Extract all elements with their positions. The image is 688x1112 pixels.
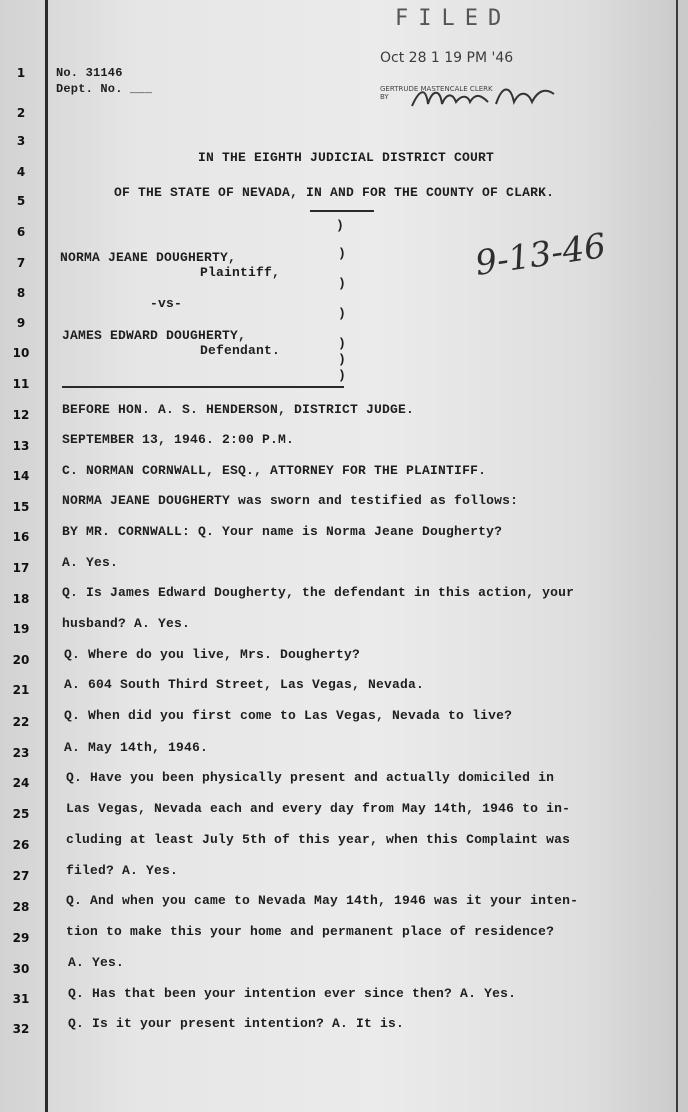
transcript-line: A. Yes.: [62, 555, 119, 570]
line-number: 26: [12, 838, 30, 852]
transcript-line: NORMA JEANE DOUGHERTY was sworn and testified as follows:: [62, 493, 519, 508]
caption-bracket: ): [338, 336, 347, 351]
transcript-line: Q. When did you first come to Las Vegas, Nevada to live?: [64, 708, 513, 723]
by-label: BY: [380, 93, 389, 101]
transcript-line: Q. Where do you live, Mrs. Dougherty?: [64, 647, 361, 662]
transcript-line: A. Yes.: [68, 955, 125, 970]
versus: -vs-: [150, 296, 183, 311]
line-number: 11: [12, 377, 30, 391]
caption-bracket: ): [338, 352, 347, 367]
transcript-line: A. May 14th, 1946.: [64, 740, 209, 755]
line-number: 32: [12, 1022, 30, 1036]
line-number: 10: [12, 346, 30, 360]
line-number: 24: [12, 776, 30, 790]
transcript-line: A. 604 South Third Street, Las Vegas, Nevada.: [64, 677, 425, 692]
court-name-line1: IN THE EIGHTH JUDICIAL DISTRICT COURT: [198, 150, 495, 165]
line-number: 13: [12, 439, 30, 453]
line-number: 17: [12, 561, 30, 575]
line-number: 8: [16, 286, 26, 300]
line-number: 4: [16, 165, 26, 179]
line-number: 2: [16, 106, 26, 120]
line-number: 3: [16, 134, 26, 148]
line-number: 16: [12, 530, 30, 544]
defendant-name: JAMES EDWARD DOUGHERTY,: [62, 328, 247, 343]
caption-bracket: ): [336, 218, 345, 233]
line-number: 30: [12, 962, 30, 976]
handwritten-date: 9-13-46: [472, 226, 609, 284]
line-number: 18: [12, 592, 30, 606]
transcript-line: Q. Has that been your intention ever since then? A. Yes.: [68, 986, 517, 1001]
right-margin-rule: [676, 0, 678, 1112]
plaintiff-role: Plaintiff,: [200, 265, 281, 280]
transcript-line: Las Vegas, Nevada each and every day from May 14th, 1946 to in-: [66, 801, 571, 816]
court-name-line2: OF THE STATE OF NEVADA, IN AND FOR THE COUNTY OF CLARK.: [114, 185, 555, 200]
line-number: 12: [12, 408, 30, 422]
line-number: 22: [12, 715, 30, 729]
line-number: 25: [12, 807, 30, 821]
filed-stamp-date: Oct 28 1 19 PM '46: [380, 50, 514, 66]
line-number: 21: [12, 683, 30, 697]
line-number: 29: [12, 931, 30, 945]
transcript-line: Q. Is it your present intention? A. It is.: [68, 1016, 405, 1031]
transcript-line: C. NORMAN CORNWALL, ESQ., ATTORNEY FOR THE PLAINTIFF.: [62, 463, 487, 478]
transcript-line: Q. Have you been physically present and actually domiciled in: [66, 770, 555, 785]
line-number: 20: [12, 653, 30, 667]
caption-bottom-rule: [62, 386, 344, 388]
line-number: 23: [12, 746, 30, 760]
line-number: 19: [12, 622, 30, 636]
clerk-name: GERTRUDE MASTENCALE CLERK: [380, 85, 493, 93]
dept-number: Dept. No. ___: [56, 82, 153, 96]
line-number: 7: [16, 256, 26, 270]
line-number: 6: [16, 225, 26, 239]
caption-bracket: ): [338, 276, 347, 291]
transcript-line: BEFORE HON. A. S. HENDERSON, DISTRICT JUDGE.: [62, 402, 415, 417]
line-number: 31: [12, 992, 30, 1006]
caption-bracket: ): [338, 306, 347, 321]
margin-rule: [45, 0, 48, 1112]
caption-bracket: ): [338, 246, 347, 261]
transcript-line: filed? A. Yes.: [66, 863, 179, 878]
line-number: 28: [12, 900, 30, 914]
case-number: No. 31146: [56, 66, 123, 80]
transcript-line: SEPTEMBER 13, 1946. 2:00 P.M.: [62, 432, 295, 447]
caption-bracket: ): [338, 368, 347, 383]
caption-top-rule: [310, 210, 374, 212]
transcript-line: tion to make this your home and permanent place of residence?: [66, 924, 555, 939]
transcript-line: Q. And when you came to Nevada May 14th, 1946 was it your inten-: [66, 893, 579, 908]
filed-stamp: FILED: [395, 6, 512, 31]
clerk-signature: [410, 80, 560, 115]
plaintiff-name: NORMA JEANE DOUGHERTY,: [60, 250, 237, 265]
line-number: 15: [12, 500, 30, 514]
line-number: 5: [16, 194, 26, 208]
line-number: 27: [12, 869, 30, 883]
defendant-role: Defendant.: [200, 343, 281, 358]
line-number: 1: [16, 66, 26, 80]
transcript-line: Q. Is James Edward Dougherty, the defendant in this action, your: [62, 585, 575, 600]
transcript-line: BY MR. CORNWALL: Q. Your name is Norma Jeane Dougherty?: [62, 524, 503, 539]
line-number: 14: [12, 469, 30, 483]
transcript-line: husband? A. Yes.: [62, 616, 191, 631]
transcript-line: cluding at least July 5th of this year, when this Complaint was: [66, 832, 571, 847]
line-number: 9: [16, 316, 26, 330]
